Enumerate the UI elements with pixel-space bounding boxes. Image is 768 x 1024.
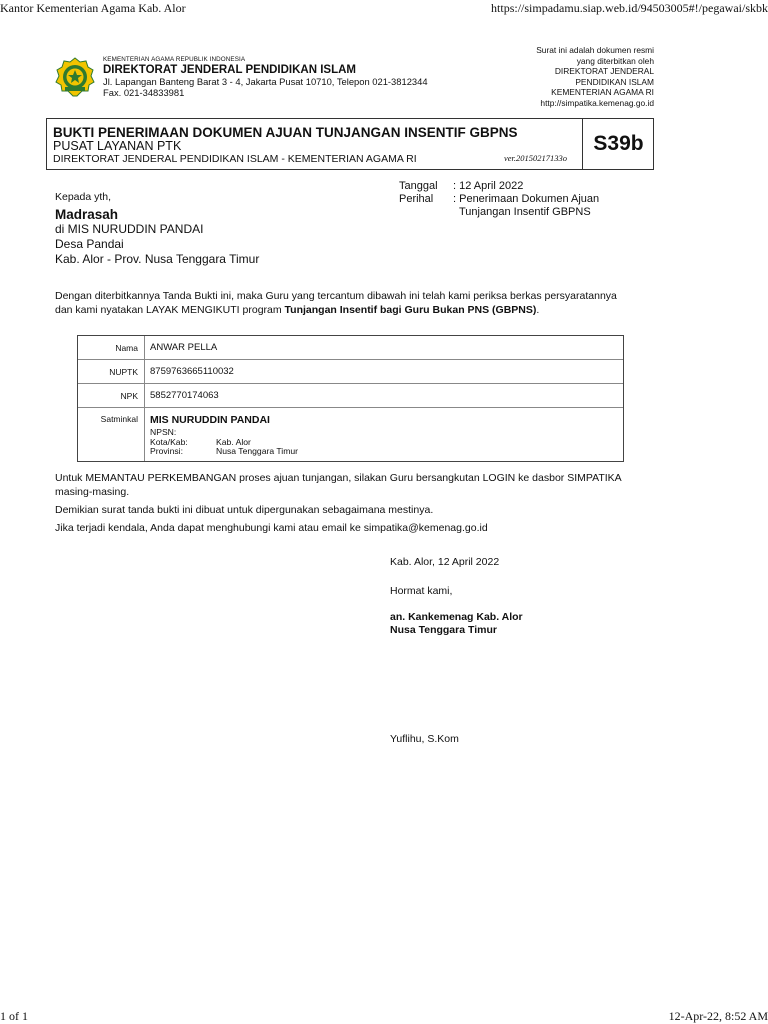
tanggal-value: : 12 April 2022 [453, 180, 524, 192]
body-paragraph: Untuk MEMANTAU PERKEMBANGAN proses ajuan tunjangan, silakan Guru bersangkutan LOGIN ke dasbor SIMPATIKA masing-masing. [55, 472, 622, 498]
document-code: S39b [582, 119, 654, 169]
print-header-url: https://simpadamu.siap.web.id/94503005#!/pegawai/skbk [491, 1, 768, 15]
document-title-box [46, 118, 654, 170]
nuptk-value: 8759763665110032 [150, 366, 234, 377]
perihal-value-line: Tunjangan Insentif GBPNS [459, 206, 591, 218]
school-name: MIS NURUDDIN PANDAI [150, 414, 270, 426]
signatory-name: Yuflihu, S.Kom [390, 733, 459, 745]
print-header-title: Kantor Kementerian Agama Kab. Alor [0, 1, 186, 15]
kota-label: Kota/Kab: [150, 436, 188, 447]
kemenag-logo-icon [55, 57, 95, 97]
letterhead [103, 56, 428, 98]
satminkal-value [145, 408, 623, 461]
recipient-address [55, 191, 259, 267]
para-end: . [536, 303, 540, 316]
table-row [78, 408, 623, 461]
document-subtitle: PUSAT LAYANAN PTK [53, 139, 182, 153]
body-paragraph: Demikian surat tanda bukti ini dibuat untuk dipergunakan sebagaimana mestinya. [55, 504, 434, 516]
ministry-name: KEMENTERIAN AGAMA REPUBLIK INDONESIA [103, 56, 246, 63]
document-version: ver.20150217133o [504, 153, 568, 163]
official-note [536, 45, 654, 108]
recipient-school: di MIS NURUDDIN PANDAI [55, 222, 204, 236]
note-line: PENDIDIKAN ISLAM [575, 76, 654, 87]
signature-office-line: Nusa Tenggara Timur [390, 624, 497, 636]
note-line: yang diterbitkan oleh [576, 55, 654, 66]
para-text: Dengan diterbitkannya Tanda Bukti ini, maka Guru yang tercantum dibawah ini telah kami periksa berkas persyaratannya dan kami nyatakan LAYAK MENGIKUTI program [55, 290, 617, 316]
nama-value: ANWAR PELLA [150, 342, 218, 353]
salutation: Kepada yth, [55, 191, 112, 203]
recipient-village: Desa Pandai [55, 237, 124, 251]
npk-value: 5852770174063 [150, 390, 219, 401]
row-label: Satminkal [78, 408, 145, 461]
body-paragraph: Jika terjadi kendala, Anda dapat menghubungi kami atau email ke simpatika@kemenag.go.id [55, 522, 488, 534]
provinsi-label: Provinsi: [150, 446, 183, 457]
signature-date: Kab. Alor, 12 April 2022 [390, 556, 500, 568]
document-title: BUKTI PENERIMAAN DOKUMEN AJUAN TUNJANGAN INSENTIF GBPNS [53, 125, 518, 140]
tanggal-label: Tanggal [399, 180, 438, 192]
perihal-value [453, 193, 623, 219]
note-url: http://simpatika.kemenag.go.id [540, 97, 654, 108]
body-paragraph [55, 290, 625, 317]
letterhead-address: Jl. Lapangan Banteng Barat 3 - 4, Jakarta Pusat 10710, Telepon 021-3812344 [103, 76, 428, 87]
teacher-data-table [77, 335, 624, 462]
program-name: Tunjangan Insentif bagi Guru Bukan PNS (GBPNS) [284, 303, 537, 316]
note-line: DIREKTORAT JENDERAL [554, 66, 654, 76]
provinsi-value: Nusa Tenggara Timur [216, 446, 299, 457]
kota-value: Kab. Alor [216, 436, 251, 447]
row-label: Nama [78, 336, 145, 359]
perihal-label: Perihal [399, 193, 434, 205]
letter-meta [399, 180, 623, 219]
note-line: KEMENTERIAN AGAMA RI [551, 87, 654, 97]
table-row [78, 336, 623, 360]
signature-office [390, 611, 523, 637]
recipient-title: Madrasah [55, 207, 119, 222]
recipient-region: Kab. Alor - Prov. Nusa Tenggara Timur [55, 252, 260, 266]
table-row [78, 360, 623, 384]
signature-greeting: Hormat kami, [390, 585, 453, 597]
npsn-label: NPSN: [150, 427, 177, 437]
print-timestamp: 12-Apr-22, 8:52 AM [668, 1009, 768, 1023]
row-label: NUPTK [78, 360, 145, 383]
perihal-value-line: : Penerimaan Dokumen Ajuan [453, 193, 600, 205]
print-page-count: 1 of 1 [0, 1009, 28, 1023]
letterhead-fax: Fax. 021-34833981 [103, 87, 185, 98]
document-org: DIREKTORAT JENDERAL PENDIDIKAN ISLAM - KEMENTERIAN AGAMA RI [53, 153, 417, 165]
directorate-name: DIREKTORAT JENDERAL PENDIDIKAN ISLAM [103, 64, 357, 76]
signature-office-line: an. Kankemenag Kab. Alor [390, 611, 523, 623]
table-row [78, 384, 623, 408]
row-label: NPK [78, 384, 145, 407]
note-line: Surat ini adalah dokumen resmi [536, 45, 654, 55]
